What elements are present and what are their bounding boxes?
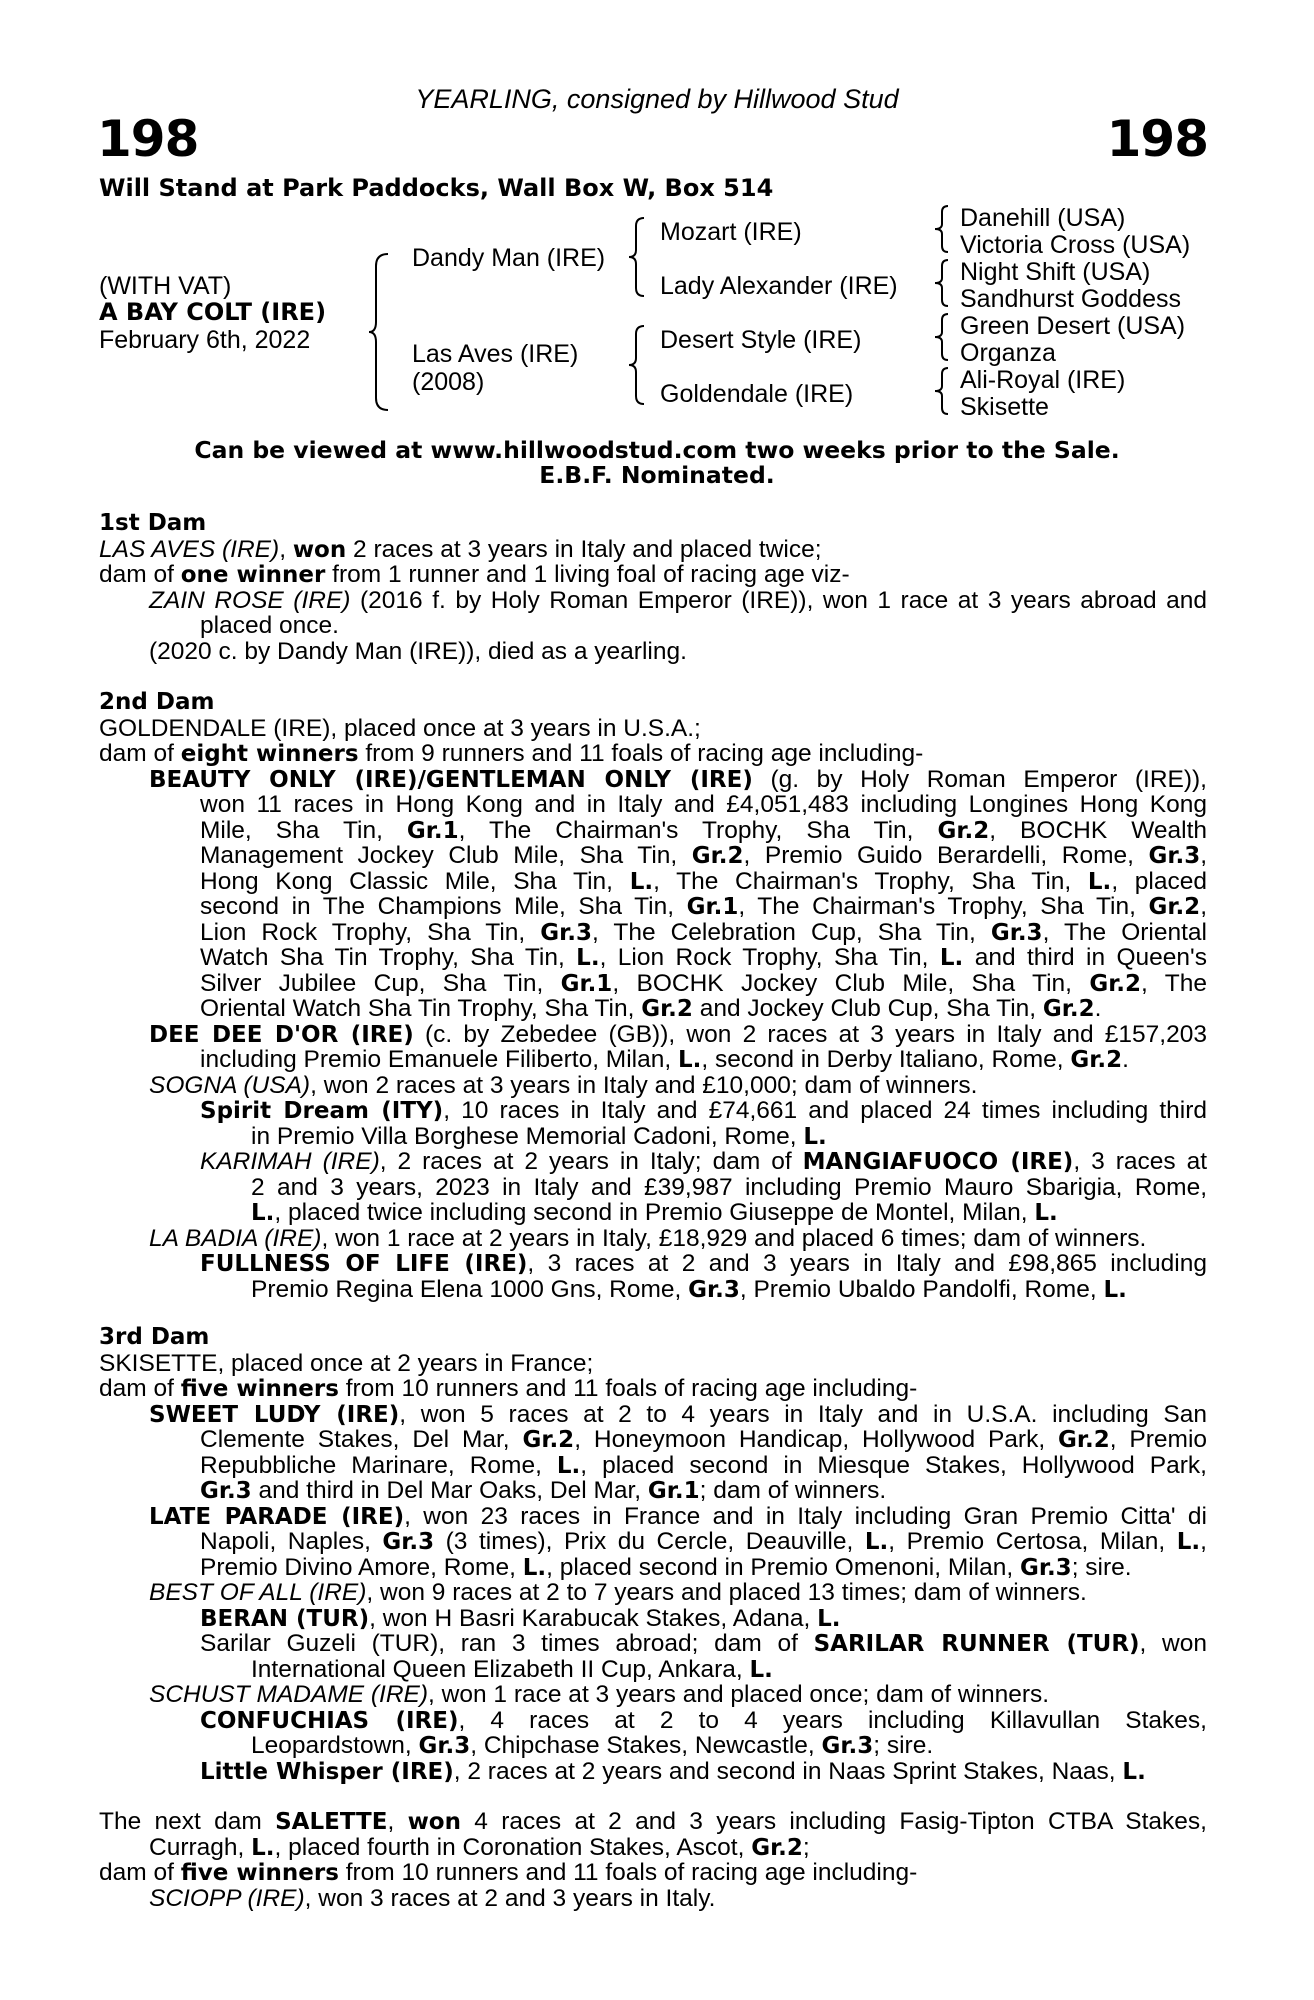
second-dam-line: Oriental Watch Sha Tin Trophy, Sha Tin, Gr.2 and Jockey Club Cup, Sha Tin, Gr.2. bbox=[200, 995, 1102, 1022]
stand-location: Will Stand at Park Paddocks, Wall Box W, Box 514 bbox=[99, 174, 774, 202]
second-dam-line: second in The Champions Mile, Sha Tin, Gr.1, The Chairman's Trophy, Sha Tin, Gr.2, bbox=[200, 893, 1207, 920]
second-dam-line: Watch Sha Tin Trophy, Sha Tin, L., Lion Rock Trophy, Sha Tin, L. and third in Queen's bbox=[200, 944, 1207, 971]
second-dam-line: DEE DEE D'OR (IRE) (c. by Zebedee (GB)), won 2 races at 3 years in Italy and £157,203 bbox=[149, 1020, 1207, 1048]
first-dam-line: ZAIN ROSE (IRE) (2016 f. by Holy Roman Emperor (IRE)), won 1 race at 3 years abroad and bbox=[149, 586, 1207, 614]
third-dam-section bbox=[99, 1325, 1207, 1784]
ebf-note: E.B.F. Nominated. bbox=[539, 461, 775, 489]
first-dam-line: LAS AVES (IRE), won 2 races at 3 years in Italy and placed twice; bbox=[99, 535, 822, 563]
first-dam-heading: 1st Dam bbox=[99, 510, 207, 536]
third-dam-line: LATE PARADE (IRE), won 23 races in France and in Italy including Gran Premio Citta' di bbox=[149, 1502, 1207, 1530]
third-dam-line: SCHUST MADAME (IRE), won 1 race at 3 years and placed once; dam of winners. bbox=[149, 1681, 1050, 1708]
dam-year: (2008) bbox=[412, 368, 485, 396]
third-dam-line: dam of five winners from 10 runners and 11 foals of racing age including- bbox=[99, 1375, 918, 1402]
lot-number-right: 198 bbox=[1106, 110, 1208, 168]
lot-number-left: 198 bbox=[97, 110, 199, 168]
second-dam-section bbox=[99, 690, 1207, 1302]
dam-dam: Goldendale (IRE) bbox=[660, 380, 854, 408]
ggs-4: Ali-Royal (IRE) bbox=[960, 366, 1126, 394]
second-dam-line: dam of eight winners from 9 runners and 11 foals of racing age including- bbox=[99, 740, 924, 767]
third-dam-line: CONFUCHIAS (IRE), 4 races at 2 to 4 years including Killavullan Stakes, bbox=[200, 1706, 1207, 1734]
horse-name: A BAY COLT (IRE) bbox=[99, 298, 327, 326]
ggd-1: Victoria Cross (USA) bbox=[960, 231, 1191, 259]
brace-ds bbox=[934, 312, 950, 362]
next-dam-section bbox=[99, 1809, 1207, 1911]
ggs-3: Green Desert (USA) bbox=[960, 312, 1186, 340]
third-dam-line: Repubbliche Marinare, Rome, L., placed second in Miesque Stakes, Hollywood Park, bbox=[200, 1451, 1207, 1479]
brace-dam bbox=[628, 324, 646, 406]
consignment-line: YEARLING, consigned by Hillwood Stud bbox=[415, 84, 899, 114]
next-dam-line: The next dam SALETTE, won 4 races at 2 and 3 years including Fasig-Tipton CTBA Stakes, bbox=[99, 1808, 1207, 1835]
ggs-1: Danehill (USA) bbox=[960, 204, 1126, 232]
third-dam-heading: 3rd Dam bbox=[99, 1324, 210, 1350]
second-dam-heading: 2nd Dam bbox=[99, 689, 215, 715]
second-dam-line: Silver Jubilee Cup, Sha Tin, Gr.1, BOCHK Jockey Club Mile, Sha Tin, Gr.2, The bbox=[200, 969, 1207, 997]
second-dam-line: L., placed twice including second in Premio Giuseppe de Montel, Milan, L. bbox=[251, 1199, 1058, 1226]
third-dam-line: SWEET LUDY (IRE), won 5 races at 2 to 4 years in Italy and in U.S.A. including San bbox=[149, 1400, 1208, 1428]
foaling-date: February 6th, 2022 bbox=[99, 326, 311, 354]
third-dam-line: International Queen Elizabeth II Cup, Ankara, L. bbox=[251, 1655, 773, 1683]
viewing-note: Can be viewed at www.hillwoodstud.com two weeks prior to the Sale. bbox=[194, 436, 1120, 464]
third-dam-line: Napoli, Naples, Gr.3 (3 times), Prix du Cercle, Deauville, L., Premio Certosa, Milan, L., bbox=[200, 1528, 1207, 1555]
dam-name: Las Aves (IRE) bbox=[412, 340, 579, 368]
second-dam-line: Mile, Sha Tin, Gr.1, The Chairman's Trophy, Sha Tin, Gr.2, BOCHK Wealth bbox=[200, 816, 1208, 844]
sire-dam: Lady Alexander (IRE) bbox=[660, 272, 898, 300]
ggd-3: Organza bbox=[960, 339, 1056, 367]
second-dam-line: GOLDENDALE (IRE), placed once at 3 years in U.S.A.; bbox=[99, 714, 701, 742]
third-dam-line: Gr.3 and third in Del Mar Oaks, Del Mar, Gr.1; dam of winners. bbox=[200, 1477, 887, 1504]
third-dam-line: SKISETTE, placed once at 2 years in France; bbox=[99, 1349, 594, 1377]
ggd-2: Sandhurst Goddess bbox=[960, 285, 1181, 313]
third-dam-line: Premio Divino Amore, Rome, L., placed second in Premio Omenoni, Milan, Gr.3; sire. bbox=[200, 1553, 1132, 1581]
first-dam-line: placed once. bbox=[200, 612, 339, 639]
brace-ss bbox=[934, 204, 950, 254]
third-dam-line: Leopardstown, Gr.3, Chipchase Stakes, Newcastle, Gr.3; sire. bbox=[251, 1732, 934, 1759]
first-dam-line: dam of one winner from 1 runner and 1 living foal of racing age viz- bbox=[99, 561, 850, 588]
first-dam-line: (2020 c. by Dandy Man (IRE)), died as a yearling. bbox=[149, 637, 687, 665]
second-dam-line: won 11 races in Hong Kong and in Italy and £4,051,483 including Longines Hong Kong bbox=[200, 791, 1207, 818]
sire-sire: Mozart (IRE) bbox=[660, 218, 802, 246]
third-dam-line: BERAN (TUR), won H Basri Karabucak Stakes, Adana, L. bbox=[200, 1604, 841, 1632]
ggd-4: Skisette bbox=[960, 393, 1049, 421]
sire-name: Dandy Man (IRE) bbox=[412, 244, 606, 272]
second-dam-line: Spirit Dream (ITY), 10 races in Italy and £74,661 and placed 24 times including third bbox=[200, 1097, 1208, 1124]
ggs-2: Night Shift (USA) bbox=[960, 258, 1151, 286]
brace-main bbox=[368, 252, 390, 412]
vat-note: (WITH VAT) bbox=[99, 272, 232, 300]
dam-sire: Desert Style (IRE) bbox=[660, 326, 862, 354]
second-dam-line: SOGNA (USA), won 2 races at 3 years in Italy and £10,000; dam of winners. bbox=[149, 1071, 978, 1099]
second-dam-line: Premio Regina Elena 1000 Gns, Rome, Gr.3, Premio Ubaldo Pandolfi, Rome, L. bbox=[251, 1275, 1127, 1303]
brace-sire bbox=[628, 216, 646, 298]
second-dam-line: Lion Rock Trophy, Sha Tin, Gr.3, The Celebration Cup, Sha Tin, Gr.3, The Oriental bbox=[200, 918, 1207, 946]
second-dam-line: in Premio Villa Borghese Memorial Cadoni, Rome, L. bbox=[251, 1122, 827, 1150]
second-dam-line: 2 and 3 years, 2023 in Italy and £39,987 including Premio Mauro Sbarigia, Rome, bbox=[251, 1173, 1207, 1201]
next-dam-line: SCIOPP (IRE), won 3 races at 2 and 3 years in Italy. bbox=[149, 1884, 716, 1912]
second-dam-line: FULLNESS OF LIFE (IRE), 3 races at 2 and 3 years in Italy and £98,865 including bbox=[200, 1250, 1207, 1277]
first-dam-section bbox=[99, 511, 1207, 664]
third-dam-line: Sarilar Guzeli (TUR), ran 3 times abroad; dam of SARILAR RUNNER (TUR), won bbox=[200, 1630, 1207, 1657]
next-dam-line: Curragh, L., placed fourth in Coronation Stakes, Ascot, Gr.2; bbox=[149, 1833, 810, 1861]
third-dam-line: Clemente Stakes, Del Mar, Gr.2, Honeymoon Handicap, Hollywood Park, Gr.2, Premio bbox=[200, 1426, 1208, 1453]
second-dam-line: Hong Kong Classic Mile, Sha Tin, L., The Chairman's Trophy, Sha Tin, L., placed bbox=[200, 867, 1208, 895]
second-dam-line: BEAUTY ONLY (IRE)/GENTLEMAN ONLY (IRE) (g. by Holy Roman Emperor (IRE)), bbox=[149, 765, 1207, 793]
second-dam-line: including Premio Emanuele Filiberto, Milan, L., second in Derby Italiano, Rome, Gr.2. bbox=[200, 1046, 1129, 1073]
third-dam-line: Little Whisper (IRE), 2 races at 2 years and second in Naas Sprint Stakes, Naas, L. bbox=[200, 1757, 1146, 1785]
third-dam-line: BEST OF ALL (IRE), won 9 races at 2 to 7 years and placed 13 times; dam of winners. bbox=[149, 1579, 1087, 1606]
second-dam-line: KARIMAH (IRE), 2 races at 2 years in Italy; dam of MANGIAFUOCO (IRE), 3 races at bbox=[200, 1148, 1207, 1175]
next-dam-line: dam of five winners from 10 runners and 11 foals of racing age including- bbox=[99, 1859, 918, 1886]
second-dam-line: LA BADIA (IRE), won 1 race at 2 years in Italy, £18,929 and placed 6 times; dam of winners. bbox=[149, 1224, 1147, 1252]
brace-dd bbox=[934, 366, 950, 416]
brace-sd bbox=[934, 258, 950, 308]
second-dam-line: Management Jockey Club Mile, Sha Tin, Gr.2, Premio Guido Berardelli, Rome, Gr.3, bbox=[200, 842, 1208, 869]
